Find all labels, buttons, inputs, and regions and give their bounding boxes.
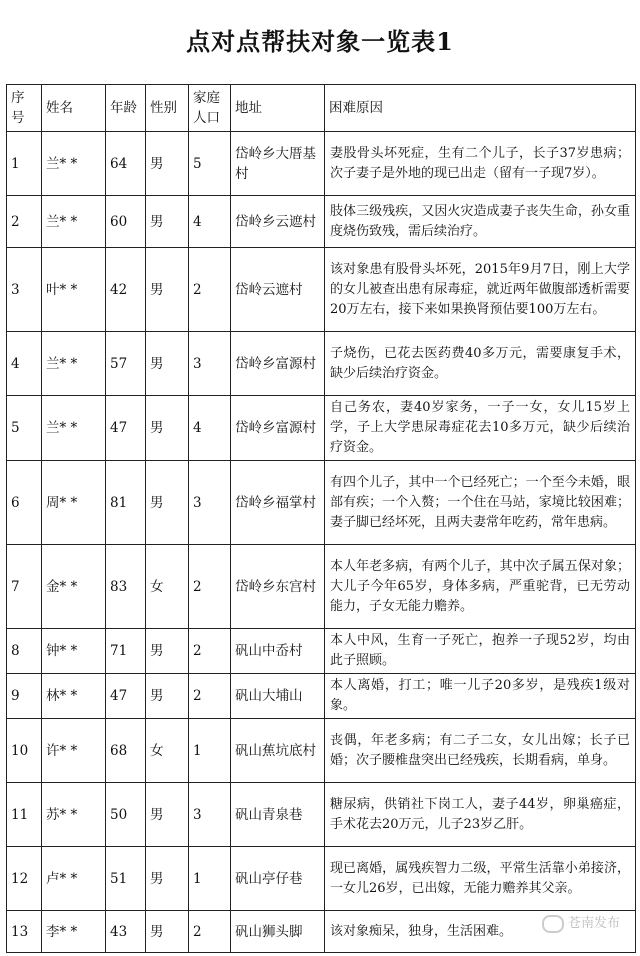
cell-gender: 女 xyxy=(146,545,189,629)
cell-no: 10 xyxy=(7,719,42,783)
cell-gender: 男 xyxy=(146,674,189,719)
cell-age: 57 xyxy=(106,332,146,396)
cell-name: 李* * xyxy=(42,911,106,953)
cell-reason: 妻股骨头坏死症，生有二个儿子，长子37岁患病；次子妻子是外地的现已出走（留有一子现7岁）。 xyxy=(325,132,636,196)
table-row xyxy=(7,545,636,629)
table-row xyxy=(7,248,636,332)
cell-address: 岱岭乡大厝基村 xyxy=(231,132,325,196)
table-row xyxy=(7,461,636,545)
cell-age: 42 xyxy=(106,248,146,332)
cell-reason: 本人离婚，打工；唯一儿子20多岁，是残疾1级对象。 xyxy=(325,674,636,719)
watermark-text: 苍南发布 xyxy=(567,916,620,931)
cell-household: 2 xyxy=(189,248,231,332)
cell-gender: 男 xyxy=(146,461,189,545)
cell-no: 11 xyxy=(7,783,42,847)
assistance-table xyxy=(6,84,636,953)
cell-gender: 男 xyxy=(146,911,189,953)
cell-no: 8 xyxy=(7,629,42,674)
cell-address: 矾山亭仔巷 xyxy=(231,847,325,911)
cell-household: 4 xyxy=(189,196,231,248)
cell-gender: 女 xyxy=(146,719,189,783)
cell-address: 岱岭云遮村 xyxy=(231,248,325,332)
table-row xyxy=(7,132,636,196)
table-row xyxy=(7,629,636,674)
cell-name: 许* * xyxy=(42,719,106,783)
cell-reason: 肢体三级残疾，又因火灾造成妻子丧失生命，孙女重度烧伤致残，需后续治疗。 xyxy=(325,196,636,248)
cell-gender: 男 xyxy=(146,196,189,248)
cell-reason: 丧偶，年老多病；有二子二女，女儿出嫁；长子已婚；次子腰椎盘突出已经残疾，长期看病，单身。 xyxy=(325,719,636,783)
cell-name: 兰* * xyxy=(42,332,106,396)
cell-reason: 自己务农，妻40岁家务，一子一女，女儿15岁上学，子上大学患尿毒症花去10多万元，缺少后续治疗资金。 xyxy=(325,396,636,461)
cell-address: 矾山蕉坑底村 xyxy=(231,719,325,783)
wechat-icon xyxy=(542,915,564,933)
cell-household: 2 xyxy=(189,911,231,953)
cell-household: 1 xyxy=(189,719,231,783)
cell-address: 岱岭乡东宫村 xyxy=(231,545,325,629)
cell-reason: 现已离婚，属残疾智力二级，平常生活靠小弟接济，一女儿26岁，已出嫁，无能力赡养其父亲。 xyxy=(325,847,636,911)
table-row xyxy=(7,847,636,911)
cell-address: 矾山青泉巷 xyxy=(231,783,325,847)
cell-reason: 本人年老多病，有两个儿子，其中次子属五保对象；大儿子今年65岁，身体多病，严重驼背，已无劳动能力，子女无能力赡养。 xyxy=(325,545,636,629)
cell-address: 岱岭乡福掌村 xyxy=(231,461,325,545)
cell-name: 苏* * xyxy=(42,783,106,847)
cell-gender: 男 xyxy=(146,847,189,911)
cell-name: 叶* * xyxy=(42,248,106,332)
cell-household: 3 xyxy=(189,461,231,545)
cell-age: 64 xyxy=(106,132,146,196)
cell-age: 68 xyxy=(106,719,146,783)
table-row xyxy=(7,332,636,396)
cell-no: 1 xyxy=(7,132,42,196)
cell-household: 5 xyxy=(189,132,231,196)
cell-no: 4 xyxy=(7,332,42,396)
header-reason: 困难原因 xyxy=(325,85,636,132)
cell-age: 60 xyxy=(106,196,146,248)
table-row xyxy=(7,719,636,783)
header-household: 家庭人口 xyxy=(189,85,231,132)
cell-age: 50 xyxy=(106,783,146,847)
cell-reason: 该对象痴呆，独身，生活困难。 xyxy=(325,911,636,953)
cell-address: 矾山大埔山 xyxy=(231,674,325,719)
cell-address: 岱岭乡富源村 xyxy=(231,396,325,461)
cell-no: 3 xyxy=(7,248,42,332)
header-row xyxy=(7,85,636,132)
cell-no: 5 xyxy=(7,396,42,461)
cell-household: 3 xyxy=(189,332,231,396)
cell-age: 81 xyxy=(106,461,146,545)
watermark xyxy=(542,912,620,933)
table-row xyxy=(7,396,636,461)
cell-name: 兰* * xyxy=(42,396,106,461)
cell-name: 兰* * xyxy=(42,132,106,196)
header-age: 年龄 xyxy=(106,85,146,132)
cell-name: 兰* * xyxy=(42,196,106,248)
cell-gender: 男 xyxy=(146,629,189,674)
table-row xyxy=(7,196,636,248)
cell-age: 47 xyxy=(106,396,146,461)
cell-no: 2 xyxy=(7,196,42,248)
cell-name: 卢* * xyxy=(42,847,106,911)
cell-household: 4 xyxy=(189,396,231,461)
table-row xyxy=(7,783,636,847)
cell-reason: 子烧伤，已花去医药费40多万元，需要康复手术，缺少后续治疗资金。 xyxy=(325,332,636,396)
cell-address: 矾山中岙村 xyxy=(231,629,325,674)
cell-no: 6 xyxy=(7,461,42,545)
cell-household: 3 xyxy=(189,783,231,847)
cell-reason: 糖尿病，供销社下岗工人，妻子44岁，卵巢癌症，手术花去20万元，儿子23岁乙肝。 xyxy=(325,783,636,847)
cell-age: 43 xyxy=(106,911,146,953)
cell-name: 林* * xyxy=(42,674,106,719)
cell-gender: 男 xyxy=(146,396,189,461)
header-address: 地址 xyxy=(231,85,325,132)
cell-household: 2 xyxy=(189,629,231,674)
cell-address: 岱岭乡富源村 xyxy=(231,332,325,396)
cell-reason: 本人中风，生育一子死亡，抱养一子现52岁，均由此子照顾。 xyxy=(325,629,636,674)
header-no: 序号 xyxy=(7,85,42,132)
cell-name: 周* * xyxy=(42,461,106,545)
cell-no: 9 xyxy=(7,674,42,719)
cell-gender: 男 xyxy=(146,332,189,396)
cell-address: 矾山狮头脚 xyxy=(231,911,325,953)
cell-household: 1 xyxy=(189,847,231,911)
page-title: 点对点帮扶对象一览表1 xyxy=(186,27,454,56)
cell-household: 2 xyxy=(189,674,231,719)
header-name: 姓名 xyxy=(42,85,106,132)
cell-age: 83 xyxy=(106,545,146,629)
cell-name: 金* * xyxy=(42,545,106,629)
cell-no: 12 xyxy=(7,847,42,911)
cell-gender: 男 xyxy=(146,783,189,847)
cell-age: 51 xyxy=(106,847,146,911)
cell-reason: 有四个儿子，其中一个已经死亡；一个至今未婚，眼部有疾；一个入赘；一个住在马站，家境比较困难；妻子脚已经坏死，且两夫妻常年吃药，常年患病。 xyxy=(325,461,636,545)
cell-gender: 男 xyxy=(146,132,189,196)
cell-name: 钟* * xyxy=(42,629,106,674)
cell-household: 2 xyxy=(189,545,231,629)
cell-age: 71 xyxy=(106,629,146,674)
cell-address: 岱岭乡云遮村 xyxy=(231,196,325,248)
cell-age: 47 xyxy=(106,674,146,719)
header-gender: 性别 xyxy=(146,85,189,132)
table-row xyxy=(7,674,636,719)
cell-gender: 男 xyxy=(146,248,189,332)
cell-no: 13 xyxy=(7,911,42,953)
cell-no: 7 xyxy=(7,545,42,629)
cell-reason: 该对象患有股骨头坏死，2015年9月7日，刚上大学的女儿被查出患有尿毒症，就近两年做腹部透析需要20万左右，接下来如果换肾预估要100万左右。 xyxy=(325,248,636,332)
